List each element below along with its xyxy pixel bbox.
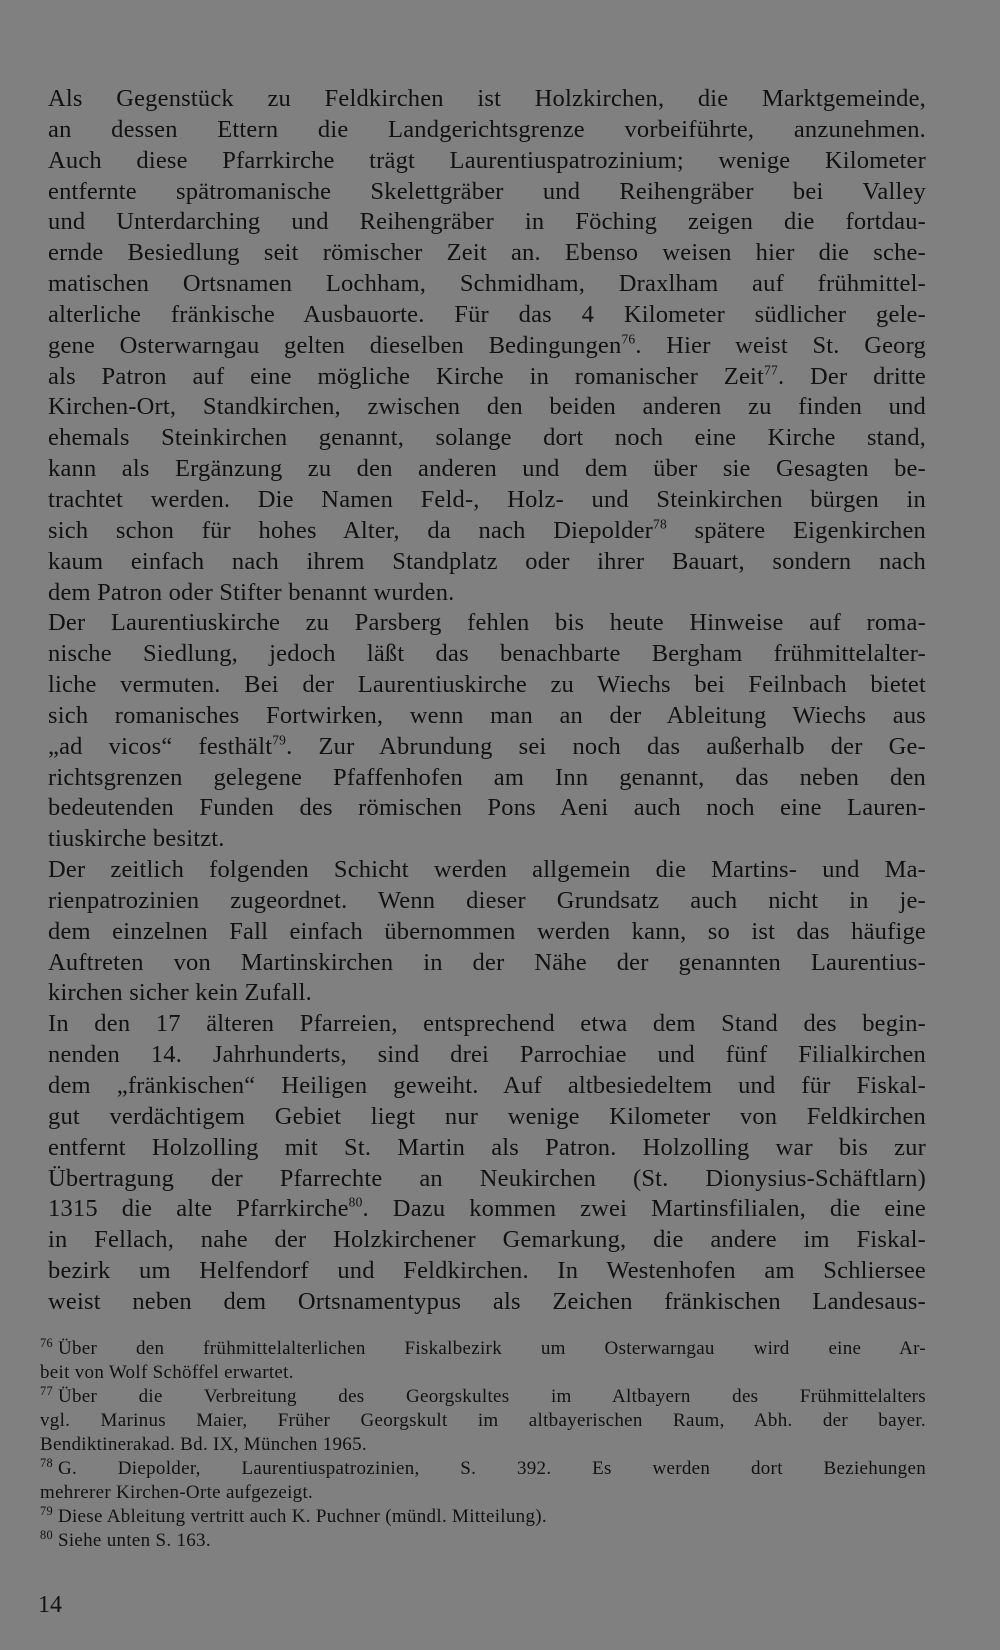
text-line: [48, 1287, 926, 1318]
text-line: [48, 146, 926, 177]
line-text: In den 17 älteren Pfarreien, entsprechend etwa dem Stand des begin-: [48, 1010, 926, 1038]
footnote-line: [40, 1505, 926, 1529]
text-line: [48, 793, 926, 824]
text-line: [48, 1164, 926, 1195]
text-line: [48, 269, 926, 300]
text-line: [48, 177, 926, 208]
line-text: entfernte spätromanische Skelettgräber und Reihengräber bei Valley: [48, 177, 926, 205]
line-text: Der Laurentiuskirche zu Parsberg fehlen bis heute Hinweise auf roma-: [48, 609, 926, 637]
text-line: [48, 454, 926, 485]
text-line: [48, 701, 926, 732]
line-text: rienpatrozinien zugeordnet. Wenn dieser Grundsatz auch nicht in je-: [48, 886, 926, 914]
text-line: [48, 1071, 926, 1102]
text-line: [48, 516, 926, 547]
line-text: liche vermuten. Bei der Laurentiuskirche zu Wiechs bei Feilnbach bietet: [48, 671, 926, 699]
line-text: ehemals Steinkirchen genannt, solange dort noch eine Kirche stand,: [48, 424, 926, 452]
line-text: Auch diese Pfarrkirche trägt Laurentiuspatrozinium; wenige Kilometer: [48, 146, 926, 174]
line-text: gene Osterwarngau gelten dieselben Bedingungen: [48, 331, 622, 359]
text-line: [48, 1194, 926, 1225]
footnote-line: [40, 1409, 926, 1433]
line-text: ernde Besiedlung seit römischer Zeit an. Ebenso weisen hier die sche-: [48, 239, 926, 267]
text-line: [48, 485, 926, 516]
footnote-line: [40, 1529, 926, 1553]
text-line: [48, 578, 926, 609]
footnote-number: 80: [40, 1529, 53, 1543]
text-line: [48, 1256, 926, 1287]
body-text: [48, 84, 926, 1318]
line-text: gut verdächtigem Gebiet liegt nur wenige Kilometer von Feldkirchen: [48, 1102, 926, 1130]
line-text: bezirk um Helfendorf und Feldkirchen. In Westenhofen am Schliersee: [48, 1257, 926, 1285]
text-line: [48, 1040, 926, 1071]
line-text-after: . Zur Abrundung sei noch das außerhalb der Ge-: [286, 732, 926, 760]
footnote-ref: 78: [653, 516, 667, 532]
line-text: Der zeitlich folgenden Schicht werden allgemein die Martins- und Ma-: [48, 856, 926, 884]
line-text: Kirchen-Ort, Standkirchen, zwischen den beiden anderen zu finden und: [48, 393, 926, 421]
footnote-line: [40, 1457, 926, 1481]
text-line: [48, 639, 926, 670]
footnote-ref: 80: [348, 1194, 363, 1210]
footnote-ref: 76: [621, 331, 636, 347]
text-line: [48, 670, 926, 701]
line-text: tiuskirche besitzt.: [48, 825, 225, 853]
footnote-number: 79: [40, 1505, 53, 1519]
text-line: [48, 331, 926, 362]
text-line: [48, 824, 926, 855]
text-line: [48, 207, 926, 238]
footnote-ref: 77: [764, 362, 778, 378]
line-text-after: spätere Eigenkirchen: [666, 516, 926, 544]
line-text: entfernt Holzolling mit St. Martin als Patron. Holzolling war bis zur: [48, 1133, 926, 1161]
line-text: richtsgrenzen gelegene Pfaffenhofen am Inn genannt, das neben den: [48, 763, 926, 791]
page-number: 14: [38, 1592, 62, 1618]
line-text: trachtet werden. Die Namen Feld-, Holz- und Steinkirchen bürgen in: [48, 485, 926, 513]
line-text: an dessen Ettern die Landgerichtsgrenze vorbeiführte, anzunehmen.: [48, 115, 926, 143]
footnote-text: Über die Verbreitung des Georgskultes im Altbayern des Frühmittelalters: [57, 1386, 926, 1407]
text-line: [48, 392, 926, 423]
line-text: nische Siedlung, jedoch läßt das benachbarte Bergham frühmittelalter-: [48, 640, 926, 668]
footnote-number: 76: [40, 1337, 53, 1351]
line-text: sich schon für hohes Alter, da nach Diepolder: [48, 516, 654, 544]
line-text: als Patron auf eine mögliche Kirche in romanischer Zeit: [48, 362, 765, 390]
line-text: kann als Ergänzung zu den anderen und dem über sie Gesagten be-: [48, 455, 926, 483]
footnote-text: Diese Ableitung vertritt auch K. Puchner (mündl. Mitteilung).: [57, 1506, 547, 1527]
line-text: und Unterdarching und Reihengräber in Föching zeigen die fortdau-: [48, 208, 926, 236]
footnote-line: [40, 1433, 926, 1457]
line-text: weist neben dem Ortsnamentypus als Zeichen fränkischen Landesaus-: [48, 1287, 926, 1315]
line-text: Auftreten von Martinskirchen in der Nähe der genannten Laurentius-: [48, 948, 926, 976]
text-line: [48, 855, 926, 886]
footnote-number: 77: [40, 1385, 53, 1399]
text-line: [48, 886, 926, 917]
line-text: dem „fränkischen“ Heiligen geweiht. Auf altbesiedeltem und für Fiskal-: [48, 1072, 926, 1099]
text-line: [48, 1225, 926, 1256]
line-text: „ad vicos“ festhält: [48, 732, 273, 760]
line-text-after: . Der dritte: [777, 362, 926, 390]
line-text: Als Gegenstück zu Feldkirchen ist Holzkirchen, die Marktgemeinde,: [48, 85, 926, 112]
text-line: [48, 362, 926, 393]
footnote-text: vgl. Marinus Maier, Früher Georgskult im altbayerischen Raum, Abh. der bayer.: [40, 1410, 926, 1431]
footnote-text: mehrerer Kirchen-Orte aufgezeigt.: [40, 1482, 314, 1503]
text-line: [48, 423, 926, 454]
text-line: [48, 917, 926, 948]
footnotes: [40, 1337, 926, 1553]
text-line: [48, 763, 926, 794]
footnote-text: beit von Wolf Schöffel erwartet.: [40, 1362, 294, 1383]
line-text: alterliche fränkische Ausbauorte. Für das 4 Kilometer südlicher gele-: [48, 300, 926, 328]
footnote-line: [40, 1385, 926, 1409]
footnote-text: G. Diepolder, Laurentiuspatrozinien, S. 392. Es werden dort Beziehungen: [57, 1458, 926, 1479]
line-text: dem Patron oder Stifter benannt wurden.: [48, 578, 455, 606]
footnote-ref: 79: [272, 732, 287, 748]
text-line: [48, 115, 926, 146]
footnote-text: Siehe unten S. 163.: [57, 1530, 211, 1551]
text-line: [48, 300, 926, 331]
line-text: bedeutenden Funden des römischen Pons Aeni auch noch eine Lauren-: [48, 794, 926, 822]
text-line: [48, 608, 926, 639]
line-text-after: . Hier weist St. Georg: [635, 331, 926, 359]
line-text: in Fellach, nahe der Holzkirchener Gemarkung, die andere im Fiskal-: [48, 1226, 926, 1254]
text-line: [48, 238, 926, 269]
footnote-number: 78: [40, 1457, 53, 1471]
line-text-after: . Dazu kommen zwei Martinsfilialen, die eine: [362, 1195, 926, 1223]
text-line: [48, 1133, 926, 1164]
line-text: kirchen sicher kein Zufall.: [48, 979, 312, 1007]
line-text: kaum einfach nach ihrem Standplatz oder ihrer Bauart, sondern nach: [48, 547, 926, 575]
footnote-text: Bendiktinerakad. Bd. IX, München 1965.: [40, 1434, 367, 1455]
line-text: 1315 die alte Pfarrkirche: [48, 1195, 349, 1223]
line-text: dem einzelnen Fall einfach übernommen werden kann, so ist das häufige: [48, 917, 926, 945]
text-line: [48, 948, 926, 979]
text-line: [48, 1009, 926, 1040]
line-text: nenden 14. Jahrhunderts, sind drei Parrochiae und fünf Filialkirchen: [48, 1041, 926, 1069]
text-line: [48, 1102, 926, 1133]
footnote-line: [40, 1337, 926, 1361]
line-text: Übertragung der Pfarrechte an Neukirchen (St. Dionysius-Schäftlarn): [48, 1164, 926, 1192]
text-line: [48, 547, 926, 578]
line-text: matischen Ortsnamen Lochham, Schmidham, Draxlham auf frühmittel-: [48, 270, 926, 298]
text-line: [48, 978, 926, 1009]
footnote-text: Über den frühmittelalterlichen Fiskalbezirk um Osterwarngau wird eine Ar-: [57, 1338, 926, 1359]
line-text: sich romanisches Fortwirken, wenn man an der Ableitung Wiechs aus: [48, 701, 926, 729]
text-line: [48, 84, 926, 115]
footnote-line: [40, 1361, 926, 1385]
footnote-line: [40, 1481, 926, 1505]
text-line: [48, 732, 926, 763]
